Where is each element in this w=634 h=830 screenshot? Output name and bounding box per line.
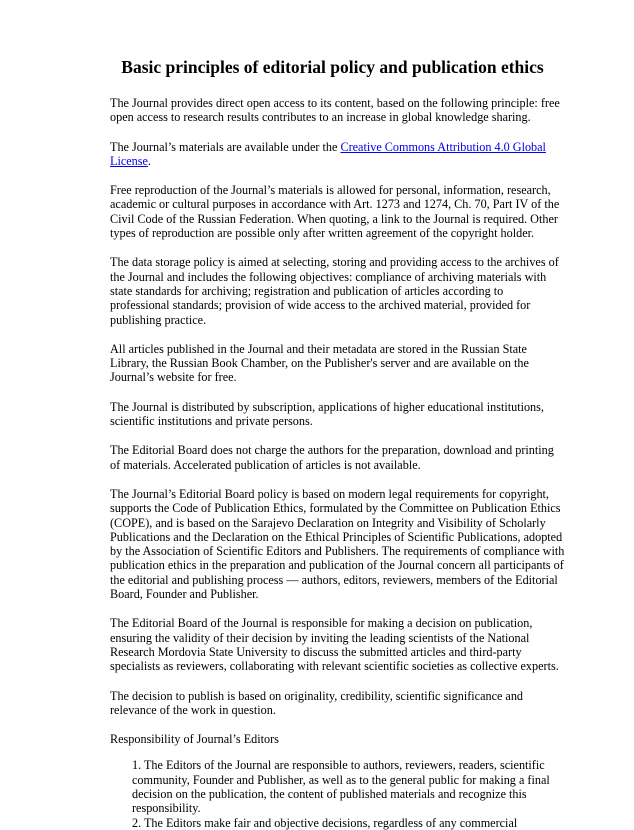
page-title: Basic principles of editorial policy and publication ethics — [121, 57, 544, 77]
paragraph-publication-decision: The decision to publish is based on originality, credibility, scientific significance and relevance of the work in question. — [110, 688, 524, 717]
paragraph-editorial-board: The Editorial Board of the Journal is responsible for making a decision on publication, ensuring the validity of their decision by inviting the leading scientists of the National Research Mordovia State University to discuss the submitted articles and third-party specialists as reviewers, collaborating with relevant scientific societies as collective experts. — [110, 616, 559, 674]
paragraph-open-access: The Journal provides direct open access to its content, based on the following principle: free open access to research results contributes to an increase in global knowledge sharing. — [110, 96, 560, 125]
list-item: 2. The Editors make fair and objective decisions, regardless of any commercial — [132, 815, 518, 830]
license-text: The Journal’s materials are available under the — [110, 139, 341, 154]
paragraph-data-storage: The data storage policy is aimed at selecting, storing and providing access to the archives of the Journal and includes the following objectives: compliance of archiving materials with state standards for archiving; registration and publication of articles according to professional standards; provision of wide access to the archived material, provided for publishing practice. — [110, 255, 559, 327]
list-item: 1. The Editors of the Journal are responsible to authors, reviewers, readers, scientific community, Founder and Publisher, as well as to the general public for making a final decision on the publication, the content of published materials and recognize this responsibility. — [132, 758, 550, 816]
editors-responsibility-list — [132, 758, 565, 829]
creative-commons-license-link[interactable]: Creative Commons Attribution 4.0 Global License — [110, 139, 546, 168]
license-text-end: . — [147, 153, 151, 168]
paragraph-reproduction: Free reproduction of the Journal’s materials is allowed for personal, information, research, academic or cultural purposes in accordance with Art. 1273 and 1274, Ch. 70, Part IV of the Civil Code of the Russian Federation. When quoting, a link to the Journal is required. Other types of reproduction are possible only after written agreement of the copyright holder. — [110, 183, 560, 241]
paragraph-metadata-storage: All articles published in the Journal and their metadata are stored in the Russian State Library, the Russian Book Chamber, on the Publisher's server and are available on the Journal’s website for free. — [110, 341, 529, 385]
section-heading-editors: Responsibility of Journal’s Editors — [110, 732, 279, 747]
paragraph-license — [110, 140, 565, 169]
paragraph-ethics-policy: The Journal’s Editorial Board policy is based on modern legal requirements for copyright, supports the Code of Publication Ethics, formulated by the Committee on Publication Ethics (COPE), and is based on the Sarajevo Declaration on Integrity and Visibility of Scholarly Publications and the Declaration on the Ethical Principles of Scientific Publications, adopted by the Association of Scientific Editors and Publishers. The requirements of compliance with publication ethics in the preparation and publication of the Journal concern all participants of the editorial and publishing process — authors, editors, reviewers, members of the Editorial Board, Founder and Publisher. — [110, 486, 565, 602]
paragraph-distribution: The Journal is distributed by subscription, applications of higher educational institutions, scientific institutions and private persons. — [110, 399, 544, 429]
document-page — [110, 56, 565, 830]
paragraph-no-charges: The Editorial Board does not charge the authors for the preparation, download and printing of materials. Accelerated publication of articles is not available. — [110, 443, 554, 472]
